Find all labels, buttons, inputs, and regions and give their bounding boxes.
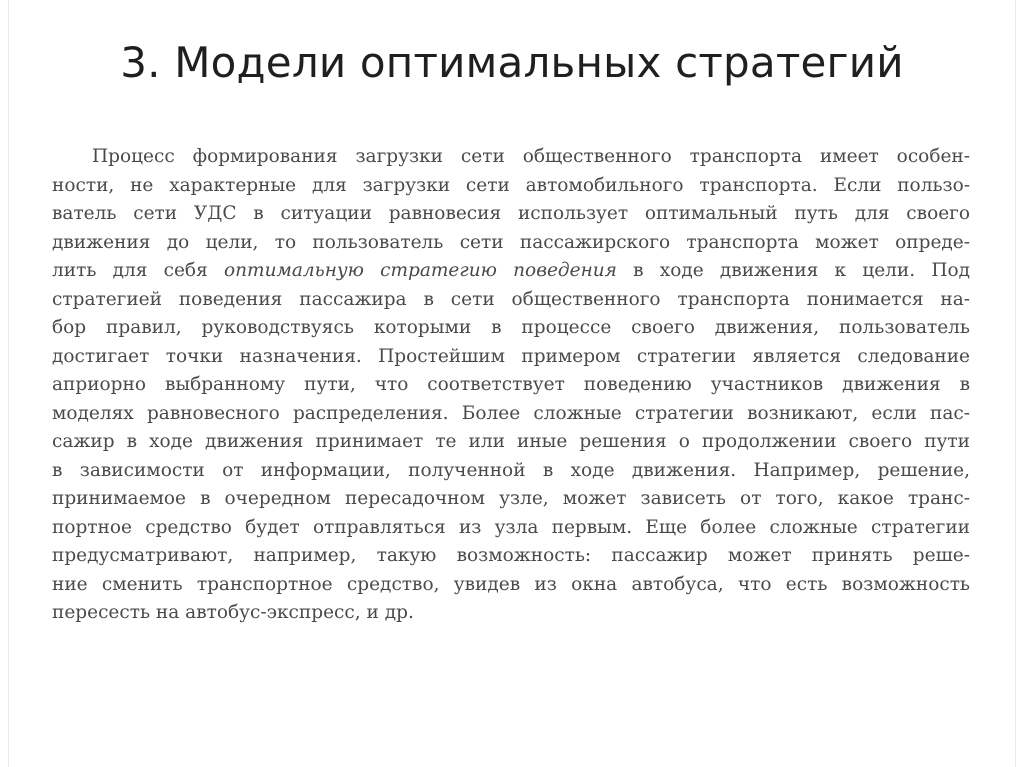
paragraph-line: принимаемое в очередном пересадочном узле, может зависеть от того, какое транс- (52, 488, 970, 509)
paragraph-line: ватель сети УДС в ситуации равновесия использует оптимальный путь для своего (52, 203, 970, 224)
paragraph-line: Процесс формирования загрузки сети общественного транспорта имеет особен- (92, 146, 970, 167)
paragraph-line: ние сменить транспортное средство, увидев из окна автобуса, что есть возможность (52, 573, 970, 595)
paragraph-line: моделях равновесного распределения. Более сложные стратегии возникают, если пас- (52, 402, 970, 424)
line-text-before: лить для себя (52, 260, 208, 281)
paragraph-line: априорно выбранному пути, что соответствует поведению участников движения в (52, 374, 970, 395)
paragraph-line-with-emphasis (52, 257, 970, 286)
paragraph-line: достигает точки назначения. Простейшим примером стратегии является следование (52, 345, 970, 367)
paragraph-line: стратегией поведения пассажира в сети общественного транспорта понимается на- (52, 288, 970, 310)
emphasized-term: оптимальную стратегию поведения (223, 260, 617, 281)
paragraph-line: в зависимости от информации, полученной в ходе движения. Например, решение, (52, 459, 970, 481)
paragraph-line: сажир в ходе движения принимает те или иные решения о продолжении своего пути (52, 431, 970, 452)
body-paragraph (52, 143, 970, 628)
paragraph-line: бор правил, руководствуясь которыми в процессе своего движения, пользователь (52, 317, 970, 338)
line-text-after: в ходе движения к цели. Под (633, 260, 970, 281)
paragraph-line: пересесть на автобус-экспресс, и др. (52, 602, 414, 623)
slide-title: 3. Модели оптимальных стратегий (120, 38, 904, 87)
paragraph-line: движения до цели, то пользователь сети пассажирского транспорта может опреде- (52, 231, 970, 253)
paragraph-line: предусматривают, например, такую возможность: пассажир может принять реше- (52, 545, 970, 566)
paragraph-line: ности, не характерные для загрузки сети автомобильного транспорта. Если пользо- (52, 174, 970, 196)
right-border-line (1015, 0, 1016, 767)
paragraph-line: портное средство будет отправляться из узла первым. Еще более сложные стратегии (52, 516, 970, 538)
left-border-line (8, 0, 9, 767)
